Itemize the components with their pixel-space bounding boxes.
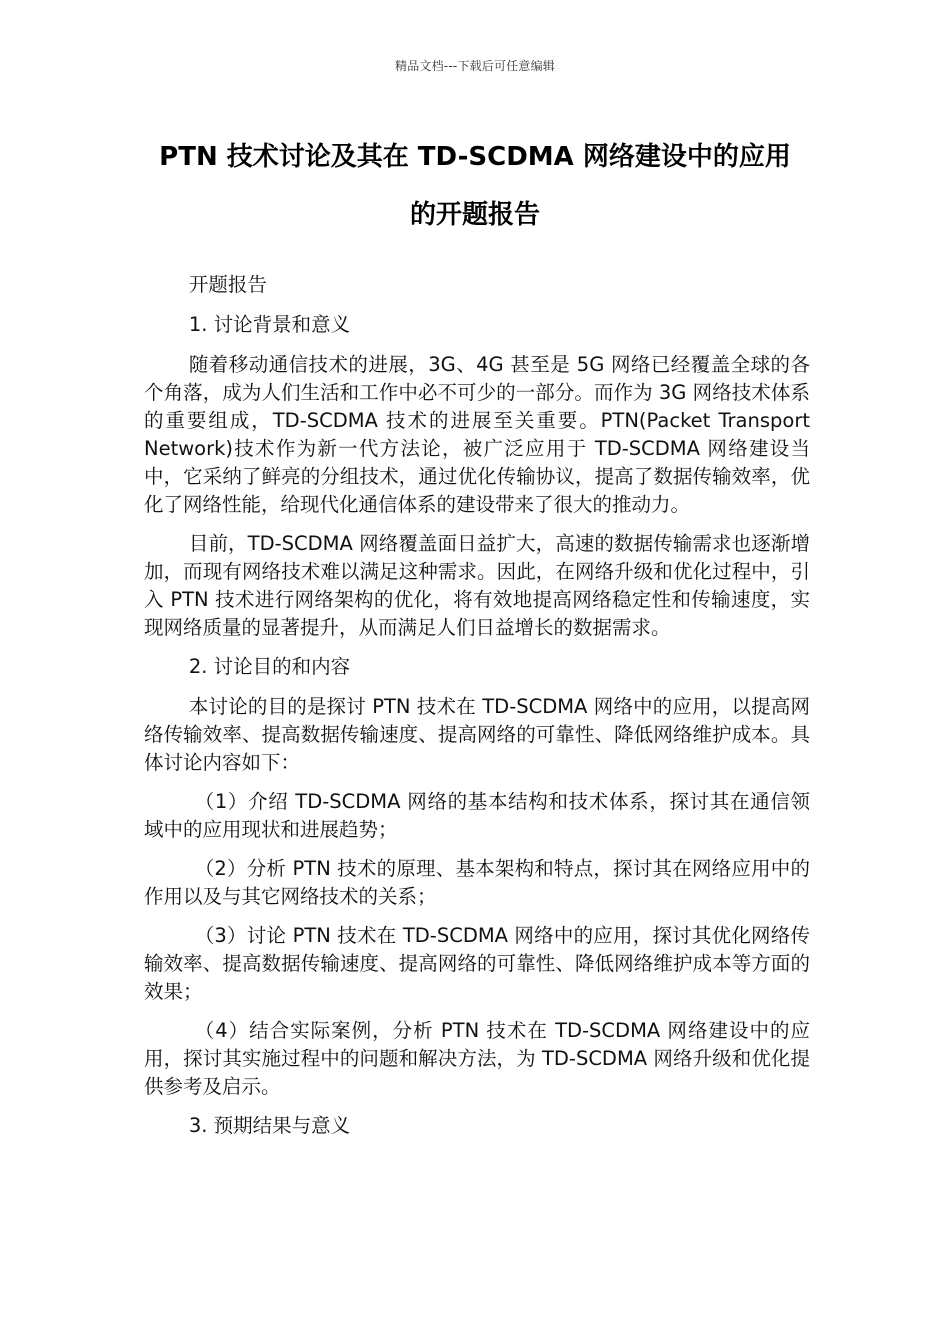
section-heading-1: 1. 讨论背景和意义 — [188, 313, 351, 336]
title-line-1: PTN 技术讨论及其在 TD-SCDMA 网络建设中的应用 — [159, 142, 791, 172]
list-item: （3）讨论 PTN 技术在 TD-SCDMA 网络中的应用，探讨其优化网络传输效率、提高数据传输速度、提高网络的可靠性、降低网络维护成本等方面的效果； — [144, 924, 810, 1003]
document-title — [120, 128, 830, 244]
header-note: 精品文档---下载后可任意编辑 — [395, 59, 555, 73]
body-paragraph: 目前，TD-SCDMA 网络覆盖面日益扩大，高速的数据传输需求也逐渐增加，而现有网络技术难以满足这种需求。因此，在网络升级和优化过程中，引入 PTN 技术进行网络架构的优化，将有效地提高网络稳定性和传输速度，实现网络质量的显著提升，从而满足人们日益增长的数据需求。 — [144, 532, 810, 639]
list-item: （2）分析 PTN 技术的原理、基本架构和特点，探讨其在网络应用中的作用以及与其它网络技术的关系； — [144, 857, 810, 908]
document-body — [144, 271, 810, 1152]
list-item: （1）介绍 TD-SCDMA 网络的基本结构和技术体系，探讨其在通信领域中的应用现状和进展趋势； — [144, 790, 810, 841]
list-item: （4）结合实际案例，分析 PTN 技术在 TD-SCDMA 网络建设中的应用，探讨其实施过程中的问题和解决方法，为 TD-SCDMA 网络升级和优化提供参考及启示。 — [144, 1019, 810, 1098]
body-paragraph: 随着移动通信技术的进展，3G、4G 甚至是 5G 网络已经覆盖全球的各个角落，成为人们生活和工作中必不可少的一部分。而作为 3G 网络技术体系的重要组成，TD-SCDMA 技术的进展至关重要。PTN(Packet Transport Network)技术作为新一代方法论，被广泛应用于 TD-SCDMA 网络建设当中，它采纳了鲜亮的分组技术，通过优化传输协议，提高了数据传输效率，优化了网络性能，给现代化通信体系的建设带来了很大的推动力。 — [144, 353, 810, 516]
section-label: 开题报告 — [188, 273, 267, 296]
title-line-2: 的开题报告 — [409, 200, 540, 230]
section-heading-2: 2. 讨论目的和内容 — [188, 655, 351, 678]
body-paragraph: 本讨论的目的是探讨 PTN 技术在 TD-SCDMA 网络中的应用，以提高网络传输效率、提高数据传输速度、提高网络的可靠性、降低网络维护成本。具体讨论内容如下： — [144, 695, 810, 774]
section-heading-3: 3. 预期结果与意义 — [188, 1114, 351, 1137]
